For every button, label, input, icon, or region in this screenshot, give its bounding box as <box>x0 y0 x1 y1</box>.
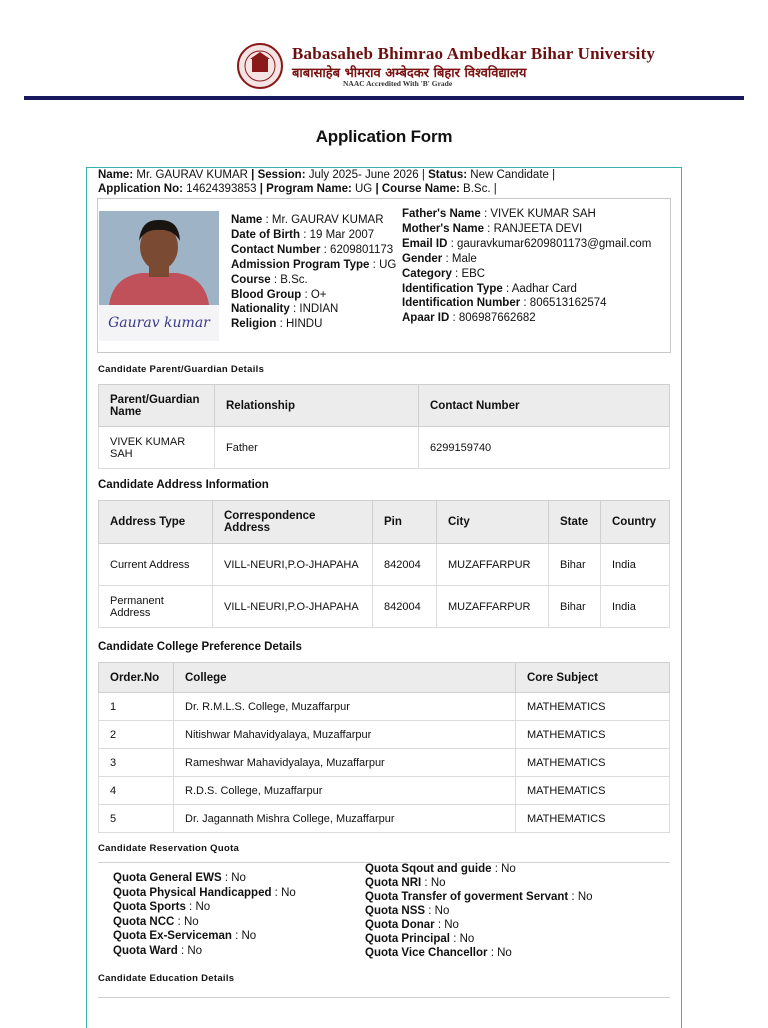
profile-field-label: Father's Name <box>402 208 481 220</box>
quota-item: Quota Donar : No <box>365 919 459 931</box>
address-header: State <box>549 501 601 544</box>
quota-item: Quota Ex-Serviceman : No <box>113 930 257 942</box>
quota-item-label: Quota Transfer of goverment Servant <box>365 891 569 903</box>
address-cell: VILL-NEURI,P.O-JHAPAHA <box>213 586 373 628</box>
profile-field-value: RANJEETA DEVI <box>493 222 583 235</box>
table-row <box>99 586 670 628</box>
quota-item-label: Quota NSS <box>365 905 426 917</box>
address-cell: Bihar <box>549 544 601 586</box>
profile-field: Apaar ID : 806987662682 <box>402 312 536 325</box>
quota-item: Quota NCC : No <box>113 915 199 928</box>
guardian-header: Contact Number <box>419 385 670 427</box>
table-row <box>99 749 670 777</box>
quota-item-label: Quota General EWS <box>113 872 222 884</box>
college-cell: 5 <box>99 805 174 833</box>
profile-field: Email ID : gauravkumar6209801173@gmail.com <box>402 237 652 250</box>
quota-item: Quota Ward : No <box>113 944 203 957</box>
quota-item-value: No <box>459 933 475 945</box>
university-name-english: Babasaheb Bhimrao Ambedkar Bihar University <box>292 44 656 63</box>
college-header: Core Subject <box>516 663 670 693</box>
profile-field: Mother's Name : RANJEETA DEVI <box>402 222 583 235</box>
college-cell: MATHEMATICS <box>516 749 670 777</box>
college-cell: Dr. R.M.L.S. College, Muzaffarpur <box>174 693 516 721</box>
address-cell: India <box>601 544 670 586</box>
guardian-heading: Candidate Parent/Guardian Details <box>98 364 265 375</box>
candidate-photo <box>99 211 219 305</box>
profile-field-value: VIVEK KUMAR SAH <box>490 208 596 220</box>
profile-field: Nationality : INDIAN <box>231 303 339 316</box>
profile-field-value: 6209801173 <box>330 243 394 256</box>
quota-item: Quota Sports : No <box>113 901 211 913</box>
summary-course: B.Sc. <box>463 183 491 195</box>
college-table <box>98 662 670 833</box>
guardian-cell: VIVEK KUMAR SAH <box>99 427 215 469</box>
summary-status: New Candidate <box>470 169 549 181</box>
summary-program-label: Program Name: <box>266 183 352 195</box>
profile-field: Father's Name : VIVEK KUMAR SAH <box>402 208 596 220</box>
quota-item-label: Quota NCC <box>113 915 175 928</box>
profile-field-value: B.Sc. <box>280 273 308 286</box>
quota-item-value: No <box>183 915 199 928</box>
quota-item-value: No <box>241 930 257 942</box>
quota-item: Quota Physical Handicapped : No <box>113 886 296 899</box>
quota-item-value: No <box>577 891 593 903</box>
quota-list-right <box>365 862 593 960</box>
quota-item: Quota NSS : No <box>365 905 450 917</box>
address-cell: 842004 <box>373 586 437 628</box>
profile-field-label: Apaar ID <box>402 312 450 325</box>
profile-field-value: O+ <box>310 288 327 301</box>
college-heading: Candidate College Preference Details <box>98 641 302 653</box>
college-cell: 3 <box>99 749 174 777</box>
address-cell: India <box>601 586 670 628</box>
table-row <box>99 805 670 833</box>
college-cell: 2 <box>99 721 174 749</box>
guardian-header: Parent/Guardian Name <box>99 385 215 427</box>
college-cell: MATHEMATICS <box>516 777 670 805</box>
summary-course-label: Course Name: <box>381 183 460 195</box>
quota-item: Quota General EWS : No <box>113 872 246 884</box>
profile-field-value: Aadhar Card <box>511 282 577 295</box>
quota-item-label: Quota Principal <box>365 933 450 945</box>
profile-field-value: EBC <box>461 267 486 280</box>
college-cell: MATHEMATICS <box>516 693 670 721</box>
summary-appno-label: Application No: <box>98 183 183 195</box>
university-seal-icon <box>234 42 286 90</box>
profile-field: Date of Birth : 19 Mar 2007 <box>231 228 375 241</box>
education-heading: Candidate Education Details <box>98 973 235 984</box>
profile-details-right <box>402 207 651 326</box>
application-summary: Name: Mr. GAURAV KUMAR | Session: July 2025- June 2026 | Status: New Candidate | Application No: 14624393853 | Program Name: UG | Course Name: B.Sc. | <box>98 169 556 195</box>
college-cell: Dr. Jagannath Mishra College, Muzaffarpur <box>174 805 516 833</box>
quota-item-value: No <box>497 947 512 959</box>
profile-field: Name : Mr. GAURAV KUMAR <box>231 214 384 226</box>
quota-item-label: Quota Ex-Serviceman <box>113 930 232 942</box>
quota-item-label: Quota Physical Handicapped <box>113 886 272 899</box>
quota-item-label: Quota Vice Chancellor <box>365 947 488 959</box>
summary-status-label: Status: <box>428 169 468 181</box>
quota-item-value: No <box>231 872 246 884</box>
college-header: Order.No <box>99 663 174 693</box>
profile-field: Blood Group : O+ <box>231 288 327 301</box>
college-header: College <box>174 663 516 693</box>
profile-field: Gender : Male <box>402 252 477 265</box>
address-cell: MUZAFFARPUR <box>437 586 549 628</box>
table-row <box>99 693 670 721</box>
address-cell: Bihar <box>549 586 601 628</box>
college-cell: MATHEMATICS <box>516 805 670 833</box>
college-cell: R.D.S. College, Muzaffarpur <box>174 777 516 805</box>
profile-field: Identification Type : Aadhar Card <box>402 282 577 295</box>
table-row <box>99 777 670 805</box>
quota-list-left <box>113 871 296 958</box>
profile-field: Course : B.Sc. <box>231 273 308 286</box>
quota-item-value: No <box>434 905 450 917</box>
profile-field-value: UG <box>379 258 397 271</box>
profile-field-label: Blood Group <box>231 288 302 301</box>
profile-field-value: gauravkumar6209801173@gmail.com <box>456 237 652 250</box>
profile-details-left <box>231 213 396 332</box>
address-cell: Current Address <box>99 544 213 586</box>
address-header: Pin <box>373 501 437 544</box>
quota-item-label: Quota Sqout and guide <box>365 863 492 875</box>
quota-item-value: No <box>281 886 296 899</box>
quota-item-label: Quota Ward <box>113 944 178 957</box>
quota-item-label: Quota NRI <box>365 877 422 889</box>
profile-field-value: INDIAN <box>299 303 339 316</box>
profile-field: Admission Program Type : UG <box>231 258 397 271</box>
college-cell: Nitishwar Mahavidyalaya, Muzaffarpur <box>174 721 516 749</box>
quota-item: Quota Transfer of goverment Servant : No <box>365 891 593 903</box>
college-cell: 4 <box>99 777 174 805</box>
profile-field: Identification Number : 806513162574 <box>402 297 607 310</box>
profile-field-label: Religion <box>231 318 277 331</box>
header-rule <box>24 96 744 100</box>
quota-item-value: No <box>501 863 516 875</box>
address-heading: Candidate Address Information <box>98 479 269 491</box>
guardian-table <box>98 384 670 469</box>
college-cell: 1 <box>99 693 174 721</box>
college-cell: Rameshwar Mahavidyalaya, Muzaffarpur <box>174 749 516 777</box>
summary-program: UG <box>355 183 373 195</box>
address-cell: MUZAFFARPUR <box>437 544 549 586</box>
quota-item-value: No <box>430 877 446 889</box>
profile-field-label: Course <box>231 273 271 286</box>
college-cell: MATHEMATICS <box>516 721 670 749</box>
quota-item: Quota Vice Chancellor : No <box>365 947 512 959</box>
profile-field-value: Male <box>451 252 477 265</box>
guardian-cell: Father <box>215 427 419 469</box>
summary-appno: 14624393853 <box>186 183 257 195</box>
candidate-signature: Gaurav kumar <box>99 305 219 341</box>
address-header: City <box>437 501 549 544</box>
profile-field-value: HINDU <box>285 318 323 331</box>
quota-item-label: Quota Donar <box>365 919 435 931</box>
education-divider <box>98 997 670 998</box>
guardian-cell: 6299159740 <box>419 427 670 469</box>
page-title: Application Form <box>315 127 453 146</box>
summary-name-label: Name: <box>98 169 134 181</box>
profile-field-label: Identification Number <box>402 297 521 310</box>
summary-session-label: Session: <box>257 169 306 181</box>
profile-field-label: Email ID <box>402 237 448 250</box>
summary-session: July 2025- June 2026 <box>308 169 419 181</box>
quota-item-value: No <box>195 901 211 913</box>
profile-field-label: Date of Birth <box>231 228 300 241</box>
profile-field-label: Category <box>402 267 452 280</box>
summary-name: Mr. GAURAV KUMAR <box>136 169 248 181</box>
address-header: Correspondence Address <box>213 501 373 544</box>
profile-field-value: 19 Mar 2007 <box>309 228 375 241</box>
address-cell: VILL-NEURI,P.O-JHAPAHA <box>213 544 373 586</box>
profile-field-label: Identification Type <box>402 282 503 295</box>
profile-field-label: Name <box>231 214 263 226</box>
profile-field-label: Gender <box>402 252 443 265</box>
profile-field-label: Mother's Name <box>402 222 484 235</box>
profile-field-value: 806513162574 <box>529 297 607 310</box>
profile-field-label: Contact Number <box>231 243 321 256</box>
university-name-hindi: बाबासाहेब भीमराव अम्बेदकर बिहार विश्वविद्यालय <box>292 66 527 81</box>
quota-heading: Candidate Reservation Quota <box>98 843 240 854</box>
address-header: Country <box>601 501 670 544</box>
profile-field: Contact Number : 6209801173 <box>231 243 394 256</box>
table-row <box>99 427 670 469</box>
address-cell: 842004 <box>373 544 437 586</box>
quota-item: Quota NRI : No <box>365 877 446 889</box>
quota-item-value: No <box>187 944 203 957</box>
quota-item-label: Quota Sports <box>113 901 186 913</box>
quota-item-value: No <box>444 919 459 931</box>
guardian-header: Relationship <box>215 385 419 427</box>
profile-field-label: Admission Program Type <box>231 258 370 271</box>
accreditation-note: NAAC Accredited With 'B' Grade <box>343 79 453 88</box>
profile-field-label: Nationality <box>231 303 290 316</box>
profile-field-value: 806987662682 <box>458 312 536 325</box>
quota-item: Quota Principal : No <box>365 933 475 945</box>
table-row <box>99 721 670 749</box>
table-row <box>99 544 670 586</box>
profile-field: Category : EBC <box>402 267 486 280</box>
profile-field: Religion : HINDU <box>231 318 323 331</box>
address-header: Address Type <box>99 501 213 544</box>
address-table <box>98 500 670 628</box>
profile-field-value: Mr. GAURAV KUMAR <box>271 214 384 226</box>
address-cell: Permanent Address <box>99 586 213 628</box>
quota-item: Quota Sqout and guide : No <box>365 863 516 875</box>
